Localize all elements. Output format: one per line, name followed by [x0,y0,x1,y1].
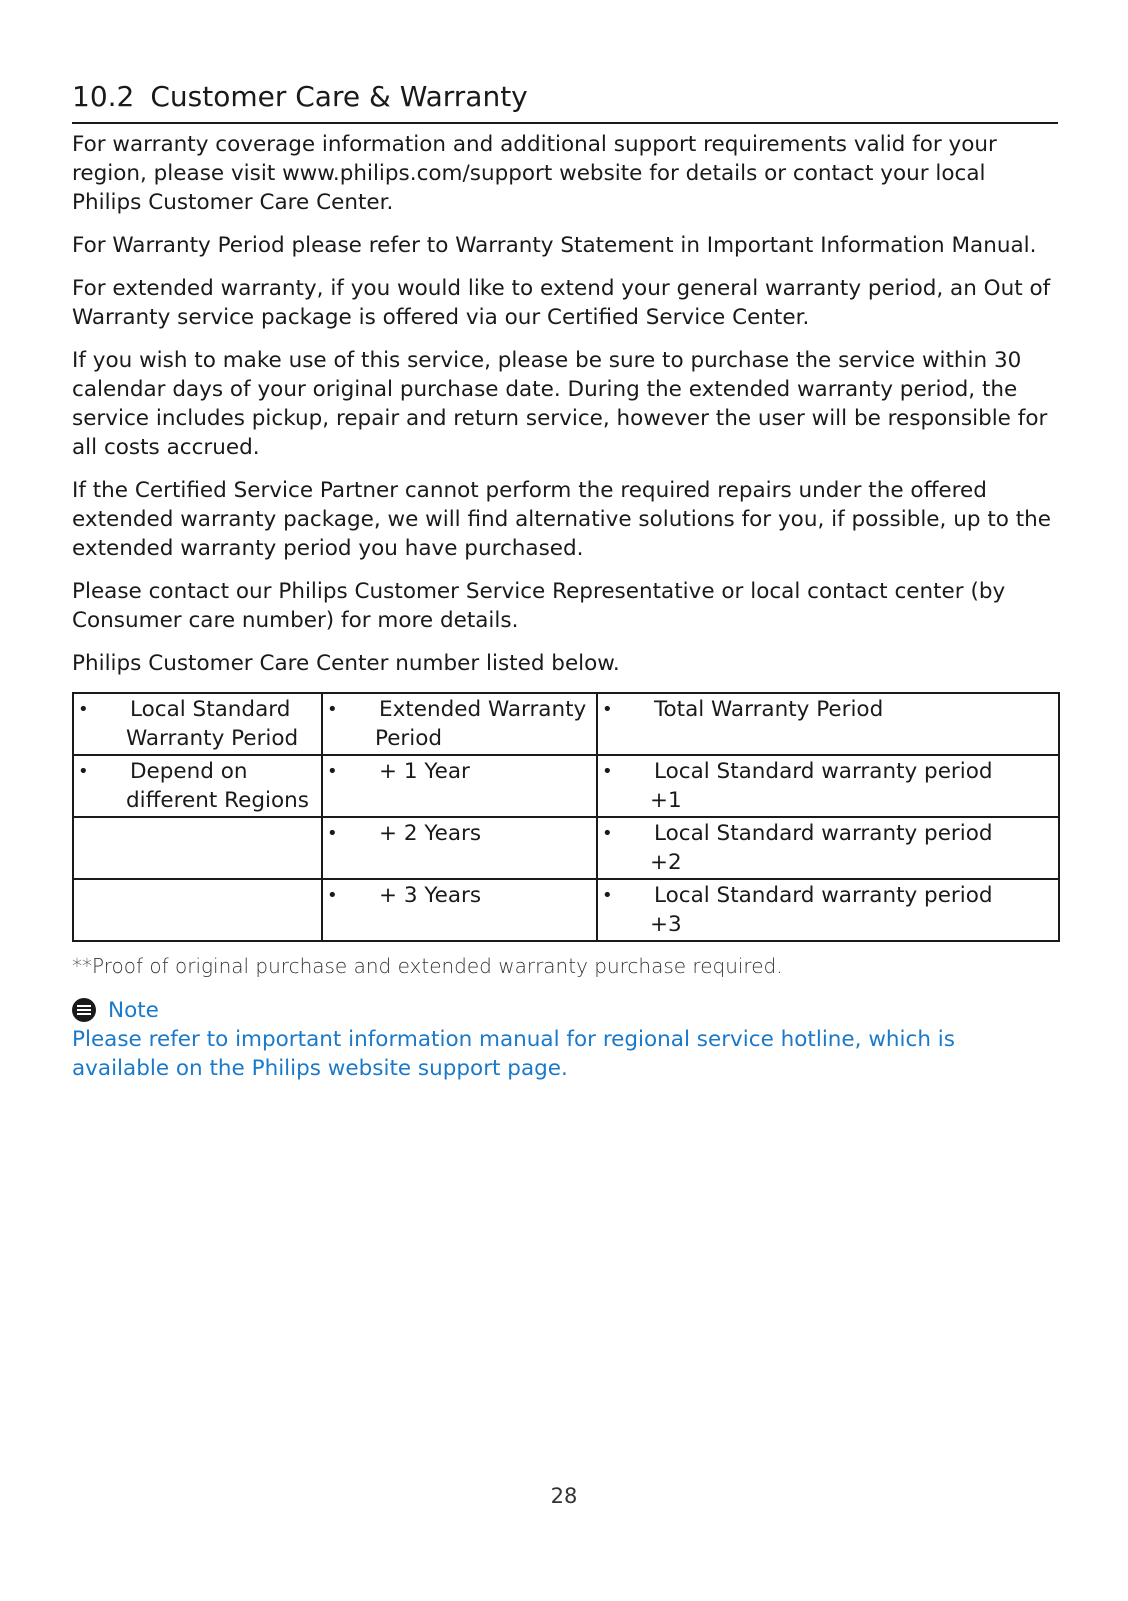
page-content [72,80,1058,1083]
table-cell [73,755,322,817]
note-text: Please refer to important information manual for regional service hotline, which is available on the Philips website support page. [72,1026,955,1081]
paragraph-care-center-list: Philips Customer Care Center number listed below. [72,650,620,676]
table-cell [322,755,597,817]
footnote: **Proof of original purchase and extended warranty purchase required. [72,953,783,978]
row3-col3-line1: Local Standard warranty period [654,882,993,908]
table-cell [597,817,1059,879]
row1-col2: + 1 Year [379,758,470,784]
row2-col3-line2: +2 [650,849,682,875]
table-header-cell [73,693,322,755]
bullet: • [602,760,613,782]
bullet: • [602,698,613,720]
paragraph-warranty-period: For Warranty Period please refer to Warranty Statement in Important Information Manual. [72,232,1037,258]
paragraph-warranty-coverage: For warranty coverage information and additional support requirements valid for your region, please visit www.philips.com/support website for details or contact your local Philips Customer Care Center. [72,131,997,215]
paragraph-alternative-solutions: If the Certified Service Partner cannot perform the required repairs under the offered extended warranty package, we will find alternative solutions for you, if possible, up to the extended warranty period you have purchased. [72,477,1052,561]
bullet: • [602,822,613,844]
section-title [72,80,1058,124]
table-cell [322,879,597,941]
row3-col2: + 3 Years [379,882,482,908]
row1-col3-line2: +1 [650,787,682,813]
note-heading [72,996,1058,1025]
table-header-cell [322,693,597,755]
page-number: 28 [550,1484,578,1508]
table-row [73,879,1059,941]
warranty-table [72,692,1060,942]
paragraph-service-terms: If you wish to make use of this service, please be sure to purchase the service within 30 calendar days of your original purchase date. During the extended warranty period, the service includes pickup, repair and return service, however the user will be responsible for all costs accrued. [72,347,1048,460]
header-col2-line2: Period [375,725,443,751]
row2-col3-line1: Local Standard warranty period [654,820,993,846]
bullet: • [78,698,89,720]
section-number: 10.2 [72,80,135,113]
paragraph-contact: Please contact our Philips Customer Service Representative or local contact center (by Consumer care number) for more details. [72,578,1006,633]
row1-col1-line1: Depend on [130,758,248,784]
paragraph-extended-warranty: For extended warranty, if you would like to extend your general warranty period, an Out of Warranty service package is offered via our Certified Service Center. [72,275,1051,330]
header-col2-line1: Extended Warranty [379,696,587,722]
header-col1-line1: Local Standard [130,696,291,722]
table-cell [597,879,1059,941]
row2-col2: + 2 Years [379,820,482,846]
row3-col3-line2: +3 [650,911,682,937]
bullet: • [327,698,338,720]
table-row [73,817,1059,879]
row1-col1-line2: different Regions [126,787,309,813]
section-title-text: Customer Care & Warranty [150,80,528,113]
table-header-cell [597,693,1059,755]
table-row [73,755,1059,817]
header-col3-line1: Total Warranty Period [654,696,884,722]
bullet: • [78,760,89,782]
bullet: • [327,822,338,844]
bullet: • [327,884,338,906]
row1-col3-line1: Local Standard warranty period [654,758,993,784]
note-icon [72,998,96,1022]
table-cell [597,755,1059,817]
header-col1-line2: Warranty Period [126,725,299,751]
bullet: • [327,760,338,782]
note-heading-label: Note [108,997,159,1023]
bullet: • [602,884,613,906]
table-header-row [73,693,1059,755]
table-cell [322,817,597,879]
table-cell [73,817,322,879]
table-cell [73,879,322,941]
